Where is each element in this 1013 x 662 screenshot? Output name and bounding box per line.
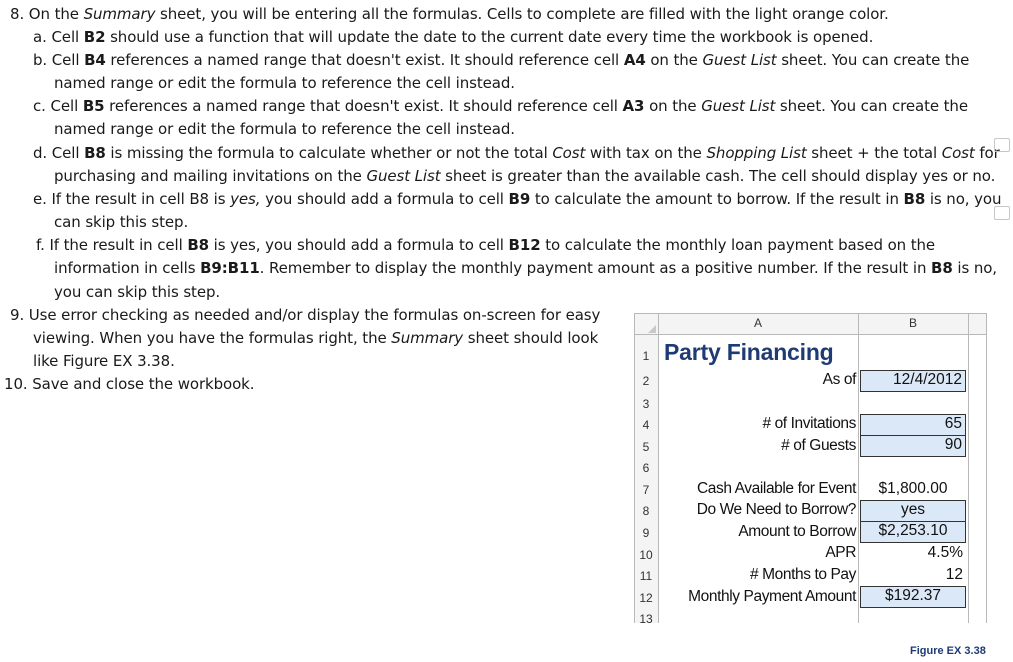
step-number: 10. bbox=[4, 375, 28, 393]
text: Cell bbox=[51, 144, 85, 162]
text: should use a function that will update the date to the current date every time the workbook is opened. bbox=[105, 28, 874, 46]
text: is yes, you should add a formula to cell bbox=[209, 236, 509, 254]
step-letter: b. bbox=[33, 51, 48, 69]
cell-a8[interactable]: Do We Need to Borrow? bbox=[696, 501, 856, 518]
step-8b-line2: named range or edit the formula to reference the cell instead. bbox=[54, 74, 515, 92]
text-italic: Cost bbox=[552, 144, 586, 162]
step-number: 8. bbox=[10, 5, 25, 23]
text: sheet is greater than the available cash. The cell should display yes or no. bbox=[440, 167, 996, 185]
cell-ref: A3 bbox=[622, 97, 645, 115]
column-header-a[interactable]: A bbox=[753, 316, 762, 330]
grid-line bbox=[634, 313, 987, 314]
text: Save and close the workbook. bbox=[32, 375, 255, 393]
text: . Remember to display the monthly payment amount as a positive number. If the result in bbox=[259, 259, 932, 277]
select-all-corner[interactable] bbox=[648, 325, 656, 333]
step-letter: d. bbox=[33, 144, 48, 162]
text: sheet, you will be entering all the formulas. Cells to complete are filled with the light orange color. bbox=[155, 5, 889, 23]
text: viewing. When you have the formulas right, the bbox=[33, 329, 392, 347]
text: is no, bbox=[952, 259, 997, 277]
cell-a11[interactable]: # Months to Pay bbox=[749, 566, 856, 583]
grid-line bbox=[986, 313, 987, 623]
row-number[interactable]: 1 bbox=[642, 349, 650, 363]
cell-a12[interactable]: Monthly Payment Amount bbox=[688, 588, 856, 605]
step-9 bbox=[10, 305, 600, 325]
cell-b11[interactable]: 12 bbox=[945, 566, 963, 583]
cell-a7[interactable]: Cash Available for Event bbox=[697, 480, 856, 497]
text: Cell bbox=[51, 51, 85, 69]
row-number[interactable]: 8 bbox=[642, 504, 650, 518]
step-8f-line2 bbox=[54, 258, 997, 278]
cell-ref: B2 bbox=[83, 28, 106, 46]
grid-line bbox=[968, 313, 969, 623]
cell-a10[interactable]: APR bbox=[825, 544, 856, 561]
cell-a2[interactable]: As of bbox=[822, 371, 856, 388]
text: to calculate the monthly loan payment based on the bbox=[540, 236, 936, 254]
step-9-line3: like Figure EX 3.38. bbox=[33, 352, 175, 370]
step-number: 9. bbox=[10, 306, 25, 324]
text: you should add a formula to cell bbox=[260, 190, 509, 208]
text: references a named range that doesn't exist. It should reference cell bbox=[105, 51, 624, 69]
text-italic: Guest List bbox=[701, 97, 776, 115]
cell-ref: B8 bbox=[84, 144, 106, 162]
text: sheet should look bbox=[463, 329, 599, 347]
cell-b10[interactable]: 4.5% bbox=[927, 544, 963, 561]
step-9-line2 bbox=[33, 328, 598, 348]
cell-b4[interactable]: 65 bbox=[860, 414, 966, 436]
text-italic: Summary bbox=[83, 5, 156, 23]
step-10 bbox=[4, 374, 254, 394]
sheet-title[interactable]: Party Financing bbox=[664, 339, 834, 365]
text: If the result in cell B8 is bbox=[51, 190, 231, 208]
comment-icon[interactable] bbox=[994, 138, 1010, 152]
text-italic: Summary bbox=[391, 329, 464, 347]
text-italic: Shopping List bbox=[706, 144, 807, 162]
cell-ref: B8 bbox=[187, 236, 209, 254]
comment-icon[interactable] bbox=[994, 206, 1010, 220]
step-letter: a. bbox=[33, 28, 47, 46]
step-8f bbox=[36, 235, 935, 255]
cell-b12[interactable]: $192.37 bbox=[860, 586, 966, 608]
step-8 bbox=[10, 4, 889, 24]
text: Cell bbox=[50, 97, 83, 115]
cell-a9[interactable]: Amount to Borrow bbox=[738, 523, 856, 540]
row-number[interactable]: 4 bbox=[642, 418, 650, 432]
text: Cell bbox=[51, 28, 84, 46]
step-8c bbox=[33, 96, 968, 116]
text: information in cells bbox=[54, 259, 201, 277]
cell-ref: B9:B11 bbox=[200, 259, 260, 277]
column-header-b[interactable]: B bbox=[908, 316, 917, 330]
row-number[interactable]: 5 bbox=[642, 440, 650, 454]
step-8e bbox=[33, 189, 1001, 209]
text: Use error checking as needed and/or display the formulas on-screen for easy bbox=[28, 306, 601, 324]
step-letter: f. bbox=[36, 236, 45, 254]
grid-line bbox=[634, 334, 987, 335]
grid-line bbox=[658, 313, 659, 623]
row-number[interactable]: 7 bbox=[642, 483, 650, 497]
text: references a named range that doesn't exist. It should reference cell bbox=[104, 97, 623, 115]
cell-b8[interactable]: yes bbox=[860, 500, 966, 522]
row-number[interactable]: 9 bbox=[642, 526, 650, 540]
text: sheet. You can create the bbox=[776, 51, 970, 69]
step-8f-line3: you can skip this step. bbox=[54, 283, 221, 301]
figure-caption: Figure EX 3.38 bbox=[910, 645, 986, 657]
text-italic: yes, bbox=[230, 190, 261, 208]
text: sheet + the total bbox=[806, 144, 942, 162]
step-8e-line2: can skip this step. bbox=[54, 213, 189, 231]
text: on the bbox=[644, 97, 702, 115]
cell-a5[interactable]: # of Guests bbox=[781, 437, 856, 454]
cell-ref: B8 bbox=[931, 259, 953, 277]
cell-a4[interactable]: # of Invitations bbox=[762, 415, 856, 432]
text: On the bbox=[28, 5, 84, 23]
text-italic: Guest List bbox=[366, 167, 441, 185]
row-number[interactable]: 12 bbox=[639, 591, 653, 605]
cell-ref: B4 bbox=[84, 51, 106, 69]
row-number[interactable]: 3 bbox=[642, 397, 650, 411]
step-8b bbox=[33, 50, 969, 70]
text: for bbox=[974, 144, 1000, 162]
row-number[interactable]: 6 bbox=[642, 461, 650, 475]
cell-ref: B8 bbox=[903, 190, 926, 208]
text-italic: Guest List bbox=[702, 51, 777, 69]
text: is missing the formula to calculate whether or not the total bbox=[105, 144, 553, 162]
text: on the bbox=[645, 51, 703, 69]
row-number[interactable]: 10 bbox=[639, 548, 653, 562]
row-number[interactable]: 2 bbox=[642, 374, 650, 388]
row-number[interactable]: 13 bbox=[639, 612, 653, 623]
spreadsheet-figure bbox=[634, 313, 987, 623]
cell-ref: B12 bbox=[508, 236, 541, 254]
cell-b5[interactable]: 90 bbox=[860, 435, 966, 457]
step-letter: e. bbox=[33, 190, 47, 208]
step-8d bbox=[33, 143, 1000, 163]
cell-ref: B5 bbox=[82, 97, 105, 115]
row-number[interactable]: 11 bbox=[639, 569, 653, 583]
cell-ref: A4 bbox=[623, 51, 646, 69]
step-8d-line2 bbox=[54, 166, 995, 186]
step-letter: c. bbox=[33, 97, 46, 115]
cell-b2[interactable]: 12/4/2012 bbox=[860, 370, 966, 392]
cell-b9[interactable]: $2,253.10 bbox=[860, 521, 966, 543]
step-8a bbox=[33, 27, 873, 47]
text: is no, you bbox=[925, 190, 1002, 208]
grid-line bbox=[858, 313, 859, 623]
text: to calculate the amount to borrow. If the result in bbox=[530, 190, 904, 208]
cell-ref: B9 bbox=[508, 190, 531, 208]
cell-b7[interactable]: $1,800.00 bbox=[878, 480, 948, 497]
text: with tax on the bbox=[585, 144, 707, 162]
text: sheet. You can create the bbox=[775, 97, 968, 115]
step-8c-line2: named range or edit the formula to reference the cell instead. bbox=[54, 120, 515, 138]
text-italic: Cost bbox=[941, 144, 975, 162]
text: If the result in cell bbox=[49, 236, 188, 254]
text: purchasing and mailing invitations on the bbox=[54, 167, 367, 185]
